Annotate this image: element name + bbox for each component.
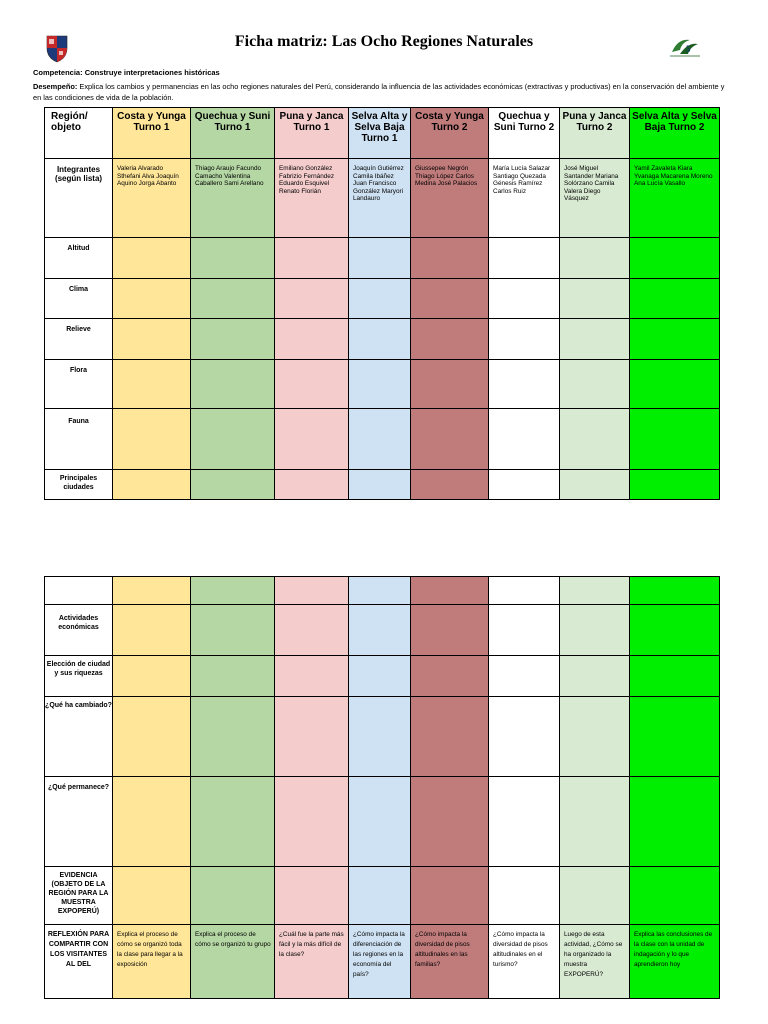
team-members: Thiago Araujo Facundo Camacho Valentina Caballero Sami Arellano — [191, 159, 275, 238]
cell[interactable] — [489, 360, 560, 409]
cell[interactable] — [191, 238, 275, 279]
cell[interactable] — [560, 577, 630, 605]
cell[interactable] — [113, 319, 191, 360]
cell[interactable] — [275, 360, 349, 409]
cell[interactable] — [275, 605, 349, 656]
reflexion-prompt: Luego de esta actividad, ¿Cómo se ha organizado la muestra EXPOPERÚ? — [560, 925, 630, 999]
row-label: Altitud — [45, 238, 113, 279]
cell[interactable] — [411, 656, 489, 697]
cell[interactable] — [191, 409, 275, 470]
cell[interactable] — [349, 867, 411, 925]
cell[interactable] — [349, 279, 411, 319]
cell[interactable] — [349, 777, 411, 867]
cell[interactable] — [560, 279, 630, 319]
cell[interactable] — [630, 279, 720, 319]
cell[interactable] — [411, 605, 489, 656]
row-label: Relieve — [45, 319, 113, 360]
cell[interactable] — [113, 238, 191, 279]
cell[interactable] — [349, 470, 411, 500]
cell[interactable] — [560, 409, 630, 470]
integrantes-row — [45, 159, 720, 238]
cell[interactable] — [113, 697, 191, 777]
col-header: Puna y Janca Turno 2 — [560, 108, 630, 159]
reflexion-prompt: Explica el proceso de cómo se organizó toda la clase para llegar a la exposición — [113, 925, 191, 999]
team-members: Valeria Alvarado Sthefani Alva Joaquín Aquino Jorga Abanto — [113, 159, 191, 238]
table-row — [45, 697, 720, 777]
cell[interactable] — [411, 470, 489, 500]
cell[interactable] — [349, 605, 411, 656]
cell[interactable] — [113, 867, 191, 925]
table-row — [45, 279, 720, 319]
table-row — [45, 656, 720, 697]
cell[interactable] — [489, 867, 560, 925]
cell[interactable] — [630, 577, 720, 605]
matrix-table-part2 — [44, 576, 720, 999]
cell[interactable] — [113, 279, 191, 319]
cell[interactable] — [411, 577, 489, 605]
row-label: Fauna — [45, 409, 113, 470]
cell[interactable] — [560, 697, 630, 777]
row-label: Integrantes (según lista) — [45, 159, 113, 238]
desempeno-text: Explica los cambios y permanencias en las ocho regiones naturales del Perú, considerando la influencia de las actividades económicas (extractivas y productivas) en la conservación del ambiente y en las condiciones de vida de la población. — [33, 82, 725, 102]
cell[interactable] — [489, 777, 560, 867]
cell[interactable] — [275, 470, 349, 500]
col-header: Quechua y Suni Turno 2 — [489, 108, 560, 159]
team-members: Joaquín Gutiérrez Camila Ibáñez Juan Francisco González Maryori Landauro — [349, 159, 411, 238]
cell[interactable] — [489, 409, 560, 470]
team-members: Emiliano González Fabrizio Fernández Eduardo Esquivel Renato Florián — [275, 159, 349, 238]
cell[interactable] — [411, 360, 489, 409]
cell[interactable] — [349, 697, 411, 777]
row-label: Flora — [45, 360, 113, 409]
cell[interactable] — [630, 409, 720, 470]
desempeno-paragraph — [33, 81, 733, 103]
cell[interactable] — [113, 605, 191, 656]
cell[interactable] — [489, 279, 560, 319]
row-label: ¿Qué ha cambiado? — [45, 697, 113, 777]
matrix-table-part1 — [44, 107, 720, 500]
col-header: Selva Alta y Selva Baja Turno 1 — [349, 108, 411, 159]
cell[interactable] — [489, 656, 560, 697]
cell[interactable] — [411, 319, 489, 360]
team-members: Yamil Zavaleta Kiara Yvanaga Macarena Moreno Ana Lucía Vasallo — [630, 159, 720, 238]
desempeno-label: Desempeño: — [33, 82, 78, 91]
team-members: José Miguel Santander Mariana Solórzano Camila Valera Diego Vásquez — [560, 159, 630, 238]
cell[interactable] — [560, 656, 630, 697]
cell[interactable] — [560, 470, 630, 500]
cell[interactable] — [630, 867, 720, 925]
cell[interactable] — [560, 777, 630, 867]
competencia-label: Competencia: — [33, 68, 83, 77]
table-row — [45, 777, 720, 867]
cell[interactable] — [349, 409, 411, 470]
reflexion-prompt: Explica las conclusiones de la clase con la unidad de indagación y lo que aprendieron hoy — [630, 925, 720, 999]
reflexion-prompt: ¿Cómo impacta la diversidad de pisos altitudinales en las familias? — [411, 925, 489, 999]
cell[interactable] — [113, 360, 191, 409]
cell[interactable] — [275, 238, 349, 279]
cell[interactable] — [411, 697, 489, 777]
cell[interactable] — [630, 605, 720, 656]
reflexion-prompt: ¿Cómo impacta la diversidad de pisos altitudinales en el turismo? — [489, 925, 560, 999]
cell[interactable] — [349, 238, 411, 279]
cell[interactable] — [191, 777, 275, 867]
cell[interactable] — [489, 470, 560, 500]
competencia-line — [33, 68, 220, 77]
col-header: Costa y Yunga Turno 2 — [411, 108, 489, 159]
cell[interactable] — [560, 867, 630, 925]
cell — [45, 577, 113, 605]
cell[interactable] — [411, 409, 489, 470]
cell[interactable] — [411, 279, 489, 319]
cell[interactable] — [191, 360, 275, 409]
col-header: Quechua y Suni Turno 1 — [191, 108, 275, 159]
reflexion-prompt: Explica el proceso de cómo se organizó tu grupo — [191, 925, 275, 999]
cell[interactable] — [191, 279, 275, 319]
col-header: Costa y Yunga Turno 1 — [113, 108, 191, 159]
cell[interactable] — [489, 319, 560, 360]
cell[interactable] — [275, 777, 349, 867]
cell[interactable] — [191, 319, 275, 360]
cell[interactable] — [349, 360, 411, 409]
col-header: Puna y Janca Turno 1 — [275, 108, 349, 159]
cell[interactable] — [275, 697, 349, 777]
cell[interactable] — [349, 656, 411, 697]
row-label: REFLEXIÓN PARA COMPARTIR CON LOS VISITANTES AL DEL — [45, 925, 113, 999]
cell[interactable] — [411, 867, 489, 925]
cell[interactable] — [560, 360, 630, 409]
cell[interactable] — [349, 577, 411, 605]
row-label: Clima — [45, 279, 113, 319]
cell[interactable] — [113, 409, 191, 470]
table-row — [45, 360, 720, 409]
table-row — [45, 238, 720, 279]
cell[interactable] — [489, 697, 560, 777]
corner-label: Región/ objeto — [45, 108, 113, 159]
row-label: Actividades económicas — [45, 605, 113, 656]
cell[interactable] — [560, 319, 630, 360]
cell[interactable] — [630, 360, 720, 409]
cell[interactable] — [191, 697, 275, 777]
row-label: EVIDENCIA (OBJETO DE LA REGIÓN PARA LA MUESTRA EXPOPERÚ) — [45, 867, 113, 925]
cell[interactable] — [275, 279, 349, 319]
cell[interactable] — [191, 577, 275, 605]
cell[interactable] — [411, 777, 489, 867]
cell[interactable] — [560, 605, 630, 656]
reflexion-row — [45, 925, 720, 999]
cell[interactable] — [630, 656, 720, 697]
cell[interactable] — [489, 238, 560, 279]
blank-header-row — [45, 577, 720, 605]
cell[interactable] — [275, 319, 349, 360]
cell[interactable] — [275, 577, 349, 605]
table-row — [45, 867, 720, 925]
team-members: Giussepee Negrón Thiago López Carlos Medina José Palacios — [411, 159, 489, 238]
competencia-text: Construye interpretaciones históricas — [84, 68, 220, 77]
table-row — [45, 409, 720, 470]
cell[interactable] — [489, 605, 560, 656]
svg-text:5: 5 — [686, 44, 691, 54]
row-label: Principales ciudades — [45, 470, 113, 500]
page-title: Ficha matriz: Las Ocho Regiones Naturales — [234, 33, 534, 50]
table-row — [45, 470, 720, 500]
reflexion-prompt: ¿Cuál fue la parte más fácil y la más difícil de la clase? — [275, 925, 349, 999]
cell[interactable] — [630, 319, 720, 360]
cell[interactable] — [630, 238, 720, 279]
reflexion-prompt: ¿Cómo impacta la diferenciación de las regiones en la economía del país? — [349, 925, 411, 999]
table-row — [45, 605, 720, 656]
cell[interactable] — [191, 656, 275, 697]
cell[interactable] — [349, 319, 411, 360]
cell[interactable] — [275, 409, 349, 470]
row-label: ¿Qué permanece? — [45, 777, 113, 867]
cell[interactable] — [560, 238, 630, 279]
cell[interactable] — [489, 577, 560, 605]
row-label: Elección de ciudad y sus riquezas — [45, 656, 113, 697]
cell[interactable] — [113, 470, 191, 500]
cell[interactable] — [411, 238, 489, 279]
header-row — [45, 108, 720, 159]
cell[interactable] — [630, 697, 720, 777]
team-members: María Lucía Salazar Santiago Quezada Génesis Ramírez Carlos Ruiz — [489, 159, 560, 238]
cell[interactable] — [113, 656, 191, 697]
cell[interactable] — [191, 605, 275, 656]
table-row — [45, 319, 720, 360]
cell[interactable] — [191, 867, 275, 925]
cell[interactable] — [630, 470, 720, 500]
cell[interactable] — [191, 470, 275, 500]
cell[interactable] — [275, 656, 349, 697]
cell[interactable] — [275, 867, 349, 925]
cell[interactable] — [630, 777, 720, 867]
cell[interactable] — [113, 577, 191, 605]
col-header: Selva Alta y Selva Baja Turno 2 — [630, 108, 720, 159]
cell[interactable] — [113, 777, 191, 867]
